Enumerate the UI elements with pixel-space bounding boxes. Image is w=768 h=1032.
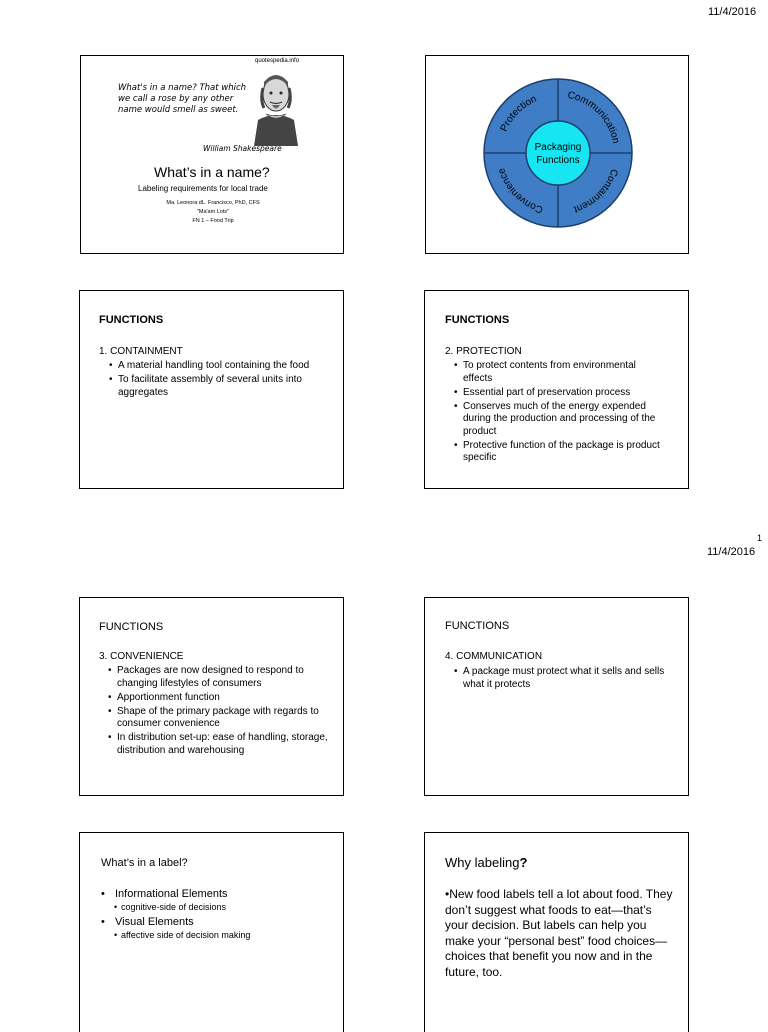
- author-credits: [81, 199, 344, 226]
- bullet-item: • Packages are now designed to respond to changing lifestyles of consumers: [108, 665, 340, 690]
- credit-line: Ma. Leonora dL. Francisco, PhD, CFS: [166, 200, 260, 206]
- quadrant-label-convenience: Convenience: [496, 166, 545, 215]
- slide-heading: FUNCTIONS: [445, 620, 510, 632]
- label-element-item: • Informational Elements: [101, 887, 331, 901]
- quote-source: quotespedia.info: [255, 58, 300, 64]
- credit-line: "Ma'am Lots": [196, 209, 230, 215]
- slide-heading-text: Why labeling: [445, 855, 520, 870]
- slide-body-text: •New food labels tell a lot about food. They don’t suggest what foods to eat—that’s your decision. But labels can help you make your “personal best” food choices—choices that benefit you now and in the future, too.: [445, 887, 673, 979]
- center-label: Functions: [536, 155, 580, 166]
- label-element-subitem: • cognitive-side of decisions: [101, 901, 331, 913]
- label-element-subitem: • affective side of decision making: [101, 929, 331, 941]
- label-element-item: • Visual Elements: [101, 915, 331, 929]
- slide-convenience: [79, 597, 344, 796]
- slide-diagram: [425, 55, 689, 254]
- slide-title: [80, 55, 344, 254]
- quadrant-label-protection: Protection: [498, 93, 539, 134]
- bullet-list: [109, 360, 331, 401]
- bullet-item: • Protective function of the package is product specific: [454, 440, 666, 465]
- packaging-functions-diagram: [482, 77, 634, 229]
- center-label: Packaging: [534, 142, 582, 153]
- quadrant-label-communication: Communication: [566, 89, 622, 145]
- slide-containment: [79, 290, 344, 489]
- bullet-item: • A material handling tool containing the food: [109, 360, 331, 373]
- slide-protection: [424, 290, 689, 489]
- quadrant-label-containment: Containment: [572, 167, 620, 215]
- page-date: 11/4/2016: [707, 546, 756, 558]
- page-date: 11/4/2016: [708, 6, 757, 18]
- slide-heading: What’s in a label?: [101, 857, 188, 869]
- slide-subtitle: Labeling requirements for local trade: [138, 184, 268, 193]
- slide-heading: [445, 855, 527, 870]
- quote-line: name would smell as sweet.: [118, 105, 239, 115]
- slide-heading: FUNCTIONS: [445, 314, 510, 326]
- slide-main-title: What’s in a name?: [154, 164, 270, 180]
- slide-subheading: 4. COMMUNICATION: [445, 651, 543, 662]
- bullet-item: • Shape of the primary package with regards to consumer convenience: [108, 706, 340, 731]
- bullet-item: • To facilitate assembly of several units into aggregates: [109, 374, 331, 399]
- quote-line: What's in a name? That which: [118, 83, 247, 93]
- bullet-item: • In distribution set-up: ease of handling, storage, distribution and warehousing: [108, 732, 340, 757]
- credit-line: FN 1 – Food Trip: [192, 218, 234, 224]
- quote-line: we call a rose by any other: [118, 94, 234, 104]
- bullet-item: • Apportionment function: [108, 692, 340, 705]
- center-circle: [526, 121, 590, 185]
- bullet-item: • A package must protect what it sells and sells what it protects: [454, 666, 676, 691]
- slide-heading: FUNCTIONS: [99, 314, 164, 326]
- slide-heading-mark: ?: [519, 855, 528, 870]
- bullet-item: • Essential part of preservation process: [454, 387, 666, 400]
- bullet-list: [454, 666, 676, 693]
- slide-subheading: 3. CONVENIENCE: [99, 651, 184, 662]
- quote-author: William Shakespeare: [203, 144, 282, 153]
- bullet-item: • To protect contents from environmental effects: [454, 360, 666, 385]
- bullet-list: [108, 665, 340, 759]
- label-element-list: [101, 887, 331, 943]
- bullet-item: • Conserves much of the energy expended during the production and processing of the product: [454, 401, 666, 439]
- slide-whats-in-a-label: [79, 832, 344, 1032]
- page-number: 1: [757, 533, 763, 543]
- slide-subheading: 2. PROTECTION: [445, 346, 522, 357]
- slide-heading: FUNCTIONS: [99, 621, 164, 633]
- shakespeare-portrait: [246, 68, 306, 146]
- slide-subheading: 1. CONTAINMENT: [99, 346, 183, 357]
- quote-text: [118, 83, 246, 116]
- slide-communication: [424, 597, 689, 796]
- slide-why-labeling: [424, 832, 689, 1032]
- bullet-list: [454, 360, 666, 466]
